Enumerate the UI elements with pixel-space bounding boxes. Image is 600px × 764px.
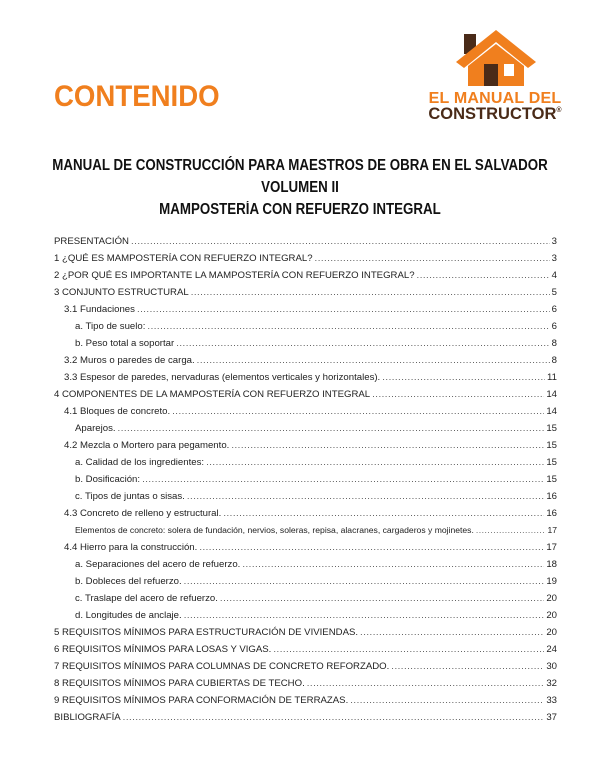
toc-leader-dots xyxy=(273,644,544,655)
toc-leader-dots xyxy=(184,576,545,587)
toc-leader-dots xyxy=(147,321,549,332)
toc-leader-dots xyxy=(184,610,545,621)
toc-entry-page: 8 xyxy=(551,355,557,366)
toc-entry-page: 18 xyxy=(546,559,557,570)
toc-leader-dots xyxy=(131,236,550,247)
toc-entry-page: 33 xyxy=(546,695,557,706)
toc-entry[interactable] xyxy=(54,678,557,692)
toc-entry[interactable] xyxy=(75,610,557,624)
toc-leader-dots xyxy=(191,287,550,298)
toc-entry[interactable] xyxy=(75,491,557,505)
toc-entry-page: 14 xyxy=(546,389,557,400)
registered-mark: ® xyxy=(556,107,562,114)
toc-leader-dots xyxy=(417,270,550,281)
toc-entry-page: 15 xyxy=(546,474,557,485)
title-line-2: VOLUMEN II xyxy=(261,179,339,196)
toc-entry[interactable] xyxy=(75,593,557,607)
toc-entry-page: 16 xyxy=(546,508,557,519)
logo-line-2-text: CONSTRUCTOR xyxy=(428,105,557,123)
page-heading: CONTENIDO xyxy=(54,80,220,113)
toc-entry-label: 9 REQUISITOS MÍNIMOS PARA CONFORMACIÓN DE TERRAZAS. xyxy=(54,695,349,706)
toc-leader-dots xyxy=(350,695,544,706)
toc-entry-label: 4.3 Concreto de relleno y estructural. xyxy=(64,508,222,519)
toc-entry-label: 3.2 Muros o paredes de carga. xyxy=(64,355,195,366)
toc-entry-label: b. Dobleces del refuerzo. xyxy=(75,576,182,587)
toc-entry-page: 24 xyxy=(546,644,557,655)
toc-entry-page: 20 xyxy=(546,610,557,621)
toc-entry-page: 16 xyxy=(546,491,557,502)
toc-entry[interactable] xyxy=(54,712,557,726)
toc-leader-dots xyxy=(199,542,544,553)
toc-entry-label: 4.1 Bloques de concreto. xyxy=(64,406,171,417)
toc-entry-label: 1 ¿QUÉ ES MAMPOSTERÍA CON REFUERZO INTEGRAL? xyxy=(54,253,313,264)
toc-entry-page: 37 xyxy=(546,712,557,723)
toc-entry[interactable] xyxy=(64,440,557,454)
toc-entry[interactable] xyxy=(64,406,557,420)
toc-entry-label: 6 REQUISITOS MÍNIMOS PARA LOSAS Y VIGAS. xyxy=(54,644,272,655)
toc-entry[interactable] xyxy=(54,627,557,641)
toc-entry[interactable] xyxy=(75,321,557,335)
toc-entry-label: Elementos de concreto: solera de fundación, nervios, soleras, repisa, alacranes, cargaderos y mojinetes. xyxy=(75,525,474,535)
toc-entry[interactable] xyxy=(75,576,557,590)
toc-entry-page: 20 xyxy=(546,627,557,638)
toc-entry-label: PRESENTACIÓN xyxy=(54,236,129,247)
toc-leader-dots xyxy=(315,253,550,264)
toc-entry-label: 5 REQUISITOS MÍNIMOS PARA ESTRUCTURACIÓN DE VIVIENDAS. xyxy=(54,627,359,638)
toc-entry-label: c. Tipos de juntas o sisas. xyxy=(75,491,185,502)
toc-entry-page: 15 xyxy=(546,457,557,468)
toc-entry-label: 7 REQUISITOS MÍNIMOS PARA COLUMNAS DE CONCRETO REFORZADO. xyxy=(54,661,390,672)
brand-logo xyxy=(410,28,580,128)
toc-entry-label: Aparejos. xyxy=(75,423,116,434)
toc-entry[interactable] xyxy=(64,372,557,386)
toc-entry-label: a. Calidad de los ingredientes: xyxy=(75,457,205,468)
toc-entry[interactable] xyxy=(75,423,557,437)
toc-entry-label: 4 COMPONENTES DE LA MAMPOSTERÍA CON REFUERZO INTEGRAL xyxy=(54,389,371,400)
toc-entry-page: 6 xyxy=(551,321,557,332)
toc-entry-label: a. Tipo de suelo: xyxy=(75,321,146,332)
toc-entry[interactable] xyxy=(64,355,557,369)
toc-leader-dots xyxy=(360,627,544,638)
toc-entry-label: 4.2 Mezcla o Mortero para pegamento. xyxy=(64,440,230,451)
logo-line-2 xyxy=(410,105,580,124)
toc-entry[interactable] xyxy=(54,236,557,250)
toc-entry-label: d. Longitudes de anclaje. xyxy=(75,610,182,621)
toc-entry-page: 14 xyxy=(546,406,557,417)
toc-entry-page: 30 xyxy=(546,661,557,672)
toc-leader-dots xyxy=(123,712,545,723)
toc-entry-page: 8 xyxy=(551,338,557,349)
toc-leader-dots xyxy=(307,678,545,689)
toc-entry[interactable] xyxy=(54,287,557,301)
toc-leader-dots xyxy=(476,525,546,535)
toc-entry[interactable] xyxy=(54,644,557,658)
toc-entry-page: 5 xyxy=(551,287,557,298)
toc-entry-page: 6 xyxy=(551,304,557,315)
toc-entry-label: 3.3 Espesor de paredes, nervaduras (elementos verticales y horizontales). xyxy=(64,372,381,383)
toc-leader-dots xyxy=(172,406,544,417)
toc-entry[interactable] xyxy=(75,457,557,471)
toc-leader-dots xyxy=(197,355,550,366)
toc-entry-page: 3 xyxy=(551,253,557,264)
toc-entry[interactable] xyxy=(75,338,557,352)
toc-entry[interactable] xyxy=(75,525,557,539)
toc-entry-label: c. Traslape del acero de refuerzo. xyxy=(75,593,218,604)
toc-entry-label: a. Separaciones del acero de refuerzo. xyxy=(75,559,241,570)
toc-entry-page: 20 xyxy=(546,593,557,604)
toc-leader-dots xyxy=(118,423,545,434)
toc-leader-dots xyxy=(382,372,545,383)
toc-entry-page: 3 xyxy=(551,236,557,247)
toc-leader-dots xyxy=(372,389,544,400)
toc-entry[interactable] xyxy=(54,389,557,403)
toc-entry[interactable] xyxy=(54,253,557,267)
house-icon xyxy=(452,28,540,90)
toc-entry-label: 4.4 Hierro para la construcción. xyxy=(64,542,198,553)
toc-entry[interactable] xyxy=(54,661,557,675)
toc-leader-dots xyxy=(176,338,549,349)
toc-entry-page: 4 xyxy=(551,270,557,281)
toc-leader-dots xyxy=(242,559,544,570)
toc-entry-page: 17 xyxy=(546,542,557,553)
toc-entry-label: 8 REQUISITOS MÍNIMOS PARA CUBIERTAS DE TECHO. xyxy=(54,678,305,689)
toc-entry-label: 3 CONJUNTO ESTRUCTURAL xyxy=(54,287,189,298)
toc-entry[interactable] xyxy=(54,695,557,709)
logo-line-1: EL MANUAL DEL xyxy=(428,90,562,107)
toc-entry-label: b. Peso total a soportar xyxy=(75,338,175,349)
toc-entry-label: BIBLIOGRAFÍA xyxy=(54,712,121,723)
toc-entry[interactable] xyxy=(75,559,557,573)
title-line-1: MANUAL DE CONSTRUCCIÓN PARA MAESTROS DE OBRA EN EL SALVADOR xyxy=(52,157,548,174)
toc-entry[interactable] xyxy=(54,270,557,284)
toc-entry[interactable] xyxy=(75,474,557,488)
toc-leader-dots xyxy=(391,661,544,672)
toc-leader-dots xyxy=(142,474,544,485)
toc-entry-page: 32 xyxy=(546,678,557,689)
toc-leader-dots xyxy=(220,593,544,604)
toc-entry[interactable] xyxy=(64,542,557,556)
toc-leader-dots xyxy=(231,440,544,451)
toc-entry-page: 11 xyxy=(547,372,557,383)
toc-entry-page: 15 xyxy=(546,423,557,434)
toc-leader-dots xyxy=(137,304,550,315)
toc-entry-label: 2 ¿POR QUÉ ES IMPORTANTE LA MAMPOSTERÍA CON REFUERZO INTEGRAL? xyxy=(54,270,415,281)
toc-entry-page: 15 xyxy=(546,440,557,451)
title-line-3: MAMPOSTERÍA CON REFUERZO INTEGRAL xyxy=(159,201,441,218)
toc-entry-label: b. Dosificación: xyxy=(75,474,141,485)
toc-entry[interactable] xyxy=(64,508,557,522)
toc-entry-page: 17 xyxy=(547,525,557,535)
toc-leader-dots xyxy=(187,491,544,502)
toc-entry-page: 19 xyxy=(546,576,557,587)
toc-leader-dots xyxy=(206,457,544,468)
toc-leader-dots xyxy=(223,508,544,519)
toc-entry-label: 3.1 Fundaciones xyxy=(64,304,135,315)
toc-entry[interactable] xyxy=(64,304,557,318)
